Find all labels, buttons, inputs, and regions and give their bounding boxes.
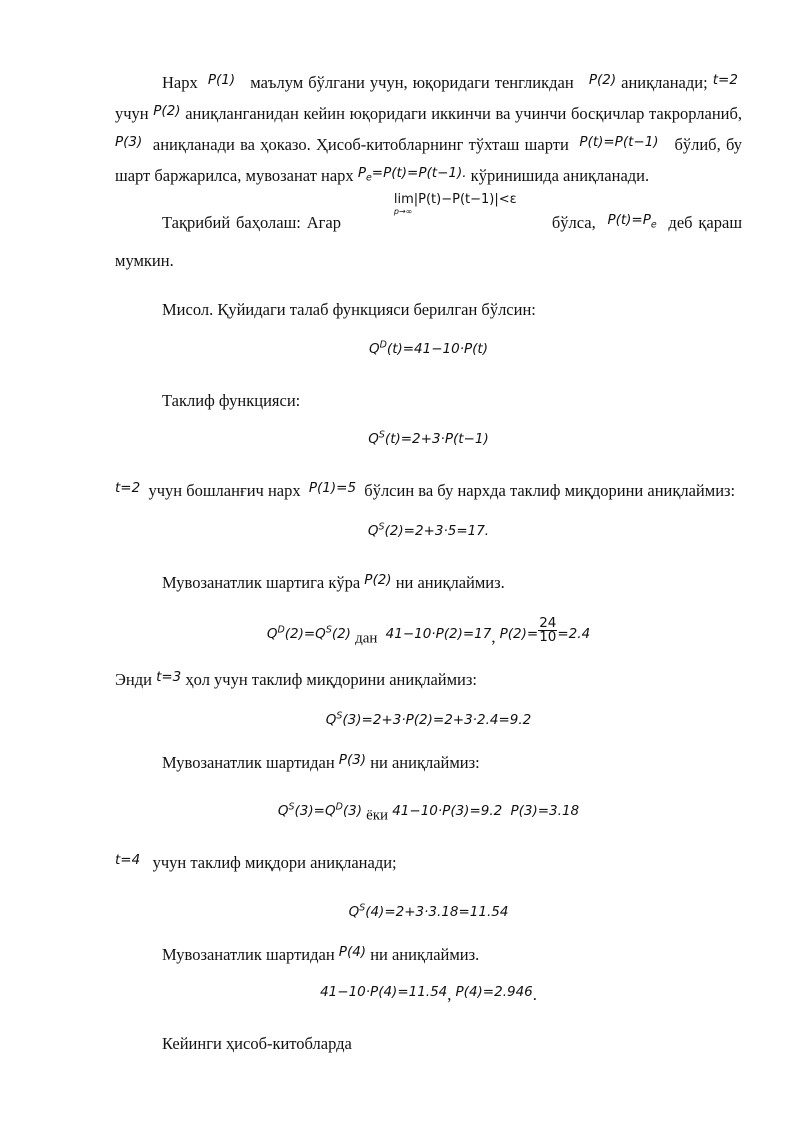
text: Тақрибий баҳолаш: Агар <box>162 212 341 232</box>
text: аниқланади; <box>621 73 708 92</box>
paragraph-example: Мисол. Қуйидаги талаб функцияси берилган бўлсин: <box>162 300 536 320</box>
text: Мувозанатлик шартига кўра <box>162 572 361 592</box>
math-p3: P(3) <box>338 751 367 768</box>
paragraph-t4 <box>115 848 742 879</box>
paragraph-find-p4 <box>115 940 742 971</box>
text: ҳол учун таклиф миқдорини аниқлаймиз: <box>185 670 477 690</box>
math-p1: P(1) <box>207 72 236 88</box>
math-equilibrium-price: Pe=P(t)=P(t−1). <box>357 165 467 184</box>
text: Энди <box>115 670 152 690</box>
math-t2: t=2 <box>115 480 141 497</box>
fraction: $\frac{24}{10}$ <box>539 615 557 646</box>
equation-demand: QD(t)=41−10·P(t) <box>369 339 488 357</box>
paragraph-t3 <box>115 665 742 696</box>
text: учун таклиф миқдори аниқланади; <box>152 853 397 873</box>
equation-p3: $^{Q^S(3)=Q^D(3)}$ ёки $^{41-10\cdot P(3)=9.2}$ $^{P(3)=3.18}$ <box>277 801 580 824</box>
text: маълум бўлгани учун, юқоридаги тенгликдан <box>250 73 574 92</box>
text: деб қараш мумкин. <box>115 212 743 271</box>
text: учун <box>115 104 149 123</box>
text: Нарх <box>162 73 198 92</box>
math-t2: t=2 <box>712 72 738 88</box>
text: бўлса, <box>551 212 596 232</box>
equation-qs2: QS(2)=2+3·5=17. <box>367 521 490 539</box>
math-p3: P(3) <box>115 134 143 150</box>
document-page <box>115 68 742 1059</box>
paragraph-find-p3 <box>115 748 742 779</box>
math-p2: P(2) <box>588 72 617 88</box>
text: аниқланади ва ҳоказо. Ҳисоб-китобларнинг тўхташ шарти <box>152 135 569 154</box>
equation-qs3: QS(3)=2+3·P(2)=2+3·2.4=9.2 <box>325 710 532 728</box>
paragraph-supply-title: Таклиф функцияси: <box>162 390 301 410</box>
text: ни аниқлаймиз: <box>370 752 480 772</box>
text: Мувозанатлик шартидан <box>162 944 335 964</box>
text: Мувозанатлик шартидан <box>162 752 335 772</box>
math-t4: t=4 <box>115 852 141 869</box>
paragraph-approximation <box>115 191 743 278</box>
text: бўлсин ва бу нархда таклиф миқдорини аниқлаймиз: <box>364 481 736 501</box>
equation-supply: QS(t)=2+3·P(t−1) <box>368 429 489 448</box>
math-t3: t=3 <box>156 669 182 686</box>
text: аниқланганидан кейин юқоридаги иккинчи ва учинчи босқичлар такрорланиб, <box>185 104 742 123</box>
text: ни аниқлаймиз. <box>370 944 480 964</box>
equation-p2: $^{Q^D(2)=Q^S(2)}$ дан $^{41-10\cdot P(2)=17}$, $^{P(2)=}$ $\frac{24}{10}$ $^{=2.4}$ <box>266 615 591 647</box>
math-p4: P(4) <box>338 943 367 960</box>
math-limit: lim|P(t)−P(t−1)|<ε p→∞ <box>393 191 517 216</box>
math-pt-pe: P(t)=Pe <box>607 211 657 231</box>
paragraph-iteration <box>115 68 742 198</box>
math-p1-5: P(1)=5 <box>308 480 357 497</box>
paragraph-next: Кейинги ҳисоб-китобларда <box>162 1033 352 1053</box>
equation-qs4: QS(4)=2+3·3.18=11.54 <box>348 902 509 920</box>
math-p2: P(2) <box>364 571 392 588</box>
math-stop-condition: P(t)=P(t−1) <box>579 134 659 150</box>
equation-p4: $^{41-10\cdot P(4)=11.54}$, $^{P(4)=2.946}$. <box>320 983 537 1004</box>
text: учун бошланғич нарх <box>148 481 301 501</box>
text: кўринишида аниқланади. <box>470 166 650 185</box>
math-p2: P(2) <box>153 103 181 119</box>
paragraph-find-p2 <box>115 568 742 599</box>
text: бўлиб, бу шарт баржарилса, мувозанат нарх <box>115 135 743 185</box>
paragraph-initial-price <box>115 476 742 507</box>
text: ни аниқлаймиз. <box>395 572 505 592</box>
